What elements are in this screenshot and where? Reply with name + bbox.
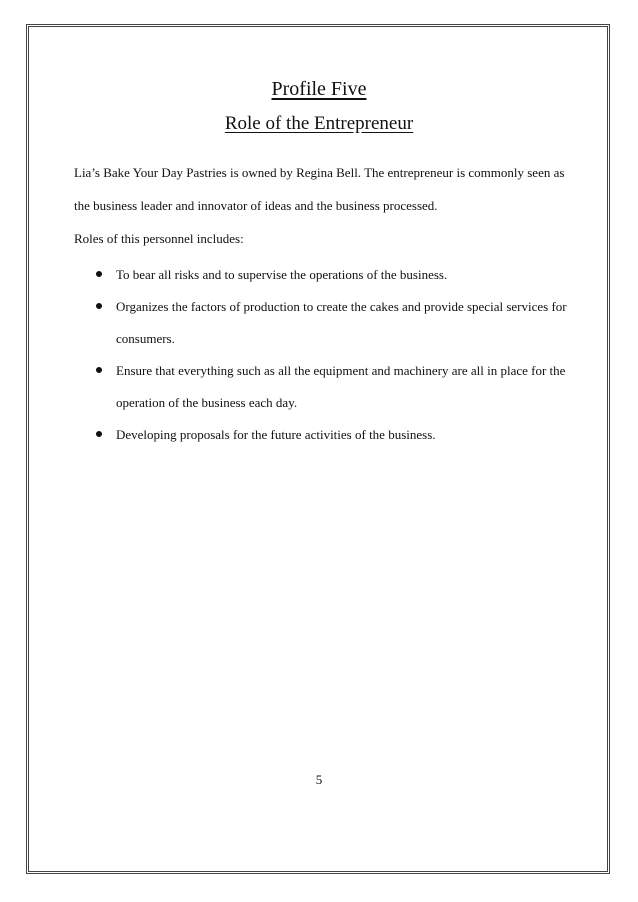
list-item — [92, 259, 582, 291]
page-title: Profile Five — [271, 78, 367, 100]
list-item — [92, 291, 582, 355]
list-item-text: Organizes the factors of production to create the cakes and provide special services for consumers. — [116, 299, 567, 346]
list-item-text: Ensure that everything such as all the equipment and machinery are all in place for the operation of the business each day. — [116, 363, 566, 410]
intro-paragraph: Lia’s Bake Your Day Pastries is owned by Regina Bell. The entrepreneur is commonly seen as the business leader and innovator of ideas and the business processed. — [74, 165, 565, 213]
list-item-text: Developing proposals for the future activities of the business. — [116, 427, 436, 442]
section-subtitle: Role of the Entrepreneur — [224, 113, 414, 134]
list-item — [92, 419, 582, 451]
roles-list — [92, 259, 582, 451]
bullet-icon — [96, 367, 102, 373]
roles-heading: Roles of this personnel includes: — [74, 231, 244, 246]
bullet-icon — [96, 303, 102, 309]
list-item-text: To bear all risks and to supervise the operations of the business. — [116, 267, 448, 282]
bullet-icon — [96, 431, 102, 437]
bullet-icon — [96, 271, 102, 277]
page-number: 5 — [315, 772, 323, 787]
list-item — [92, 355, 582, 419]
